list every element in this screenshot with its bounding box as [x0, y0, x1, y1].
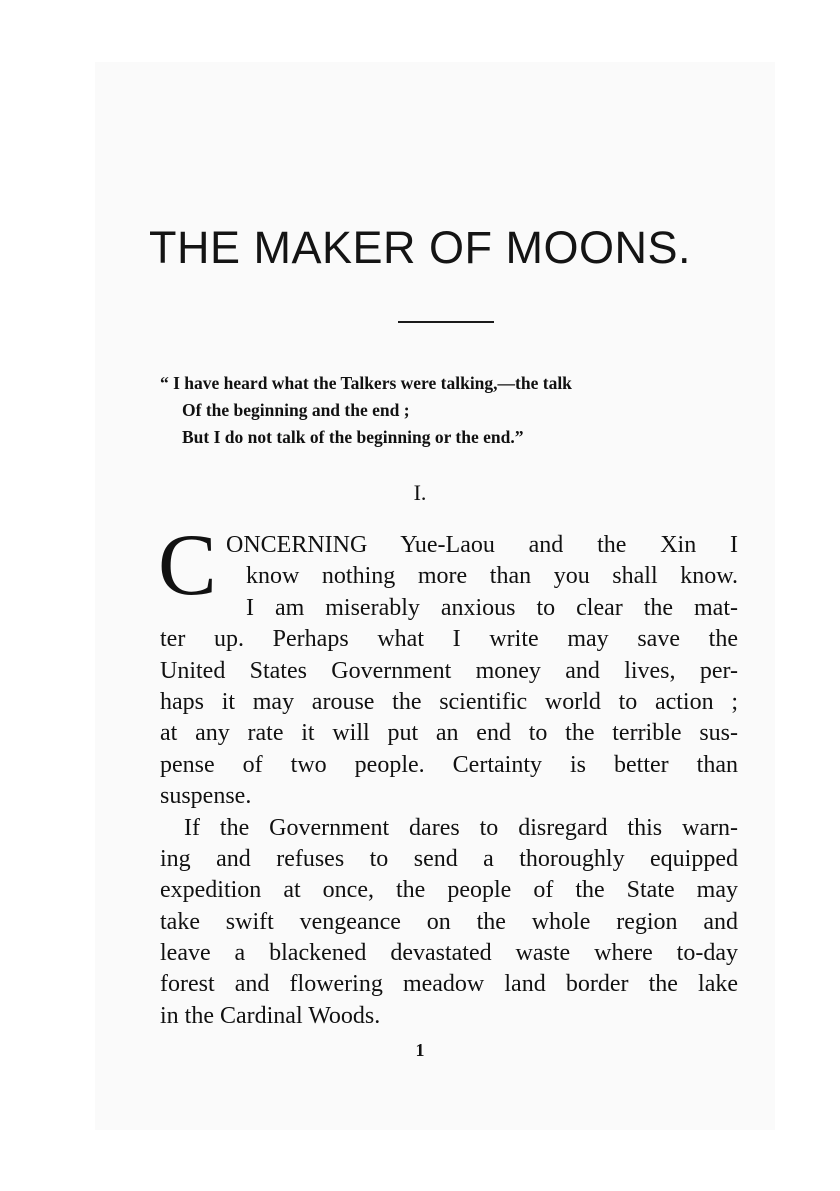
page-number: 1	[415, 1040, 425, 1060]
epigraph-line: But I do not talk of the beginning or the end.”	[182, 427, 524, 447]
text-line: suspense.	[160, 783, 252, 810]
text-line: leave a blackened devastated waste where to-day	[160, 940, 738, 967]
text-line: at any rate it will put an end to the terrible sus-	[160, 720, 738, 747]
epigraph-line: “ I have heard what the Talkers were talking,—the talk	[160, 373, 572, 393]
text-line: ONCERNING Yue-Laou and the Xin I	[226, 532, 738, 558]
drop-cap: C	[158, 517, 217, 614]
text-line: pense of two people. Certainty is better than	[160, 751, 738, 778]
text-line: ter up. Perhaps what I write may save the	[160, 626, 738, 653]
text-line: in the Cardinal Woods.	[160, 1002, 381, 1029]
text-line: know nothing more than you shall know.	[246, 563, 738, 590]
epigraph	[160, 370, 740, 451]
text-line: ing and refuses to send a thoroughly equipped	[160, 845, 738, 872]
text-line: haps it may arouse the scientific world to action ;	[160, 688, 738, 715]
text-line: forest and flowering meadow land border the lake	[160, 971, 738, 998]
text-line: If the Government dares to disregard this warn-	[184, 814, 738, 841]
text-line: United States Government money and lives, per-	[160, 657, 738, 684]
chapter-title: THE MAKER OF MOONS.	[148, 222, 692, 273]
body-text	[160, 530, 738, 1032]
text-line: I am miserably anxious to clear the mat-	[246, 594, 738, 621]
epigraph-line: Of the beginning and the end ;	[182, 400, 410, 420]
title-rule	[398, 321, 494, 323]
text-line: expedition at once, the people of the State may	[160, 877, 738, 904]
section-number: I.	[413, 480, 427, 505]
text-line: take swift vengeance on the whole region and	[160, 908, 738, 935]
